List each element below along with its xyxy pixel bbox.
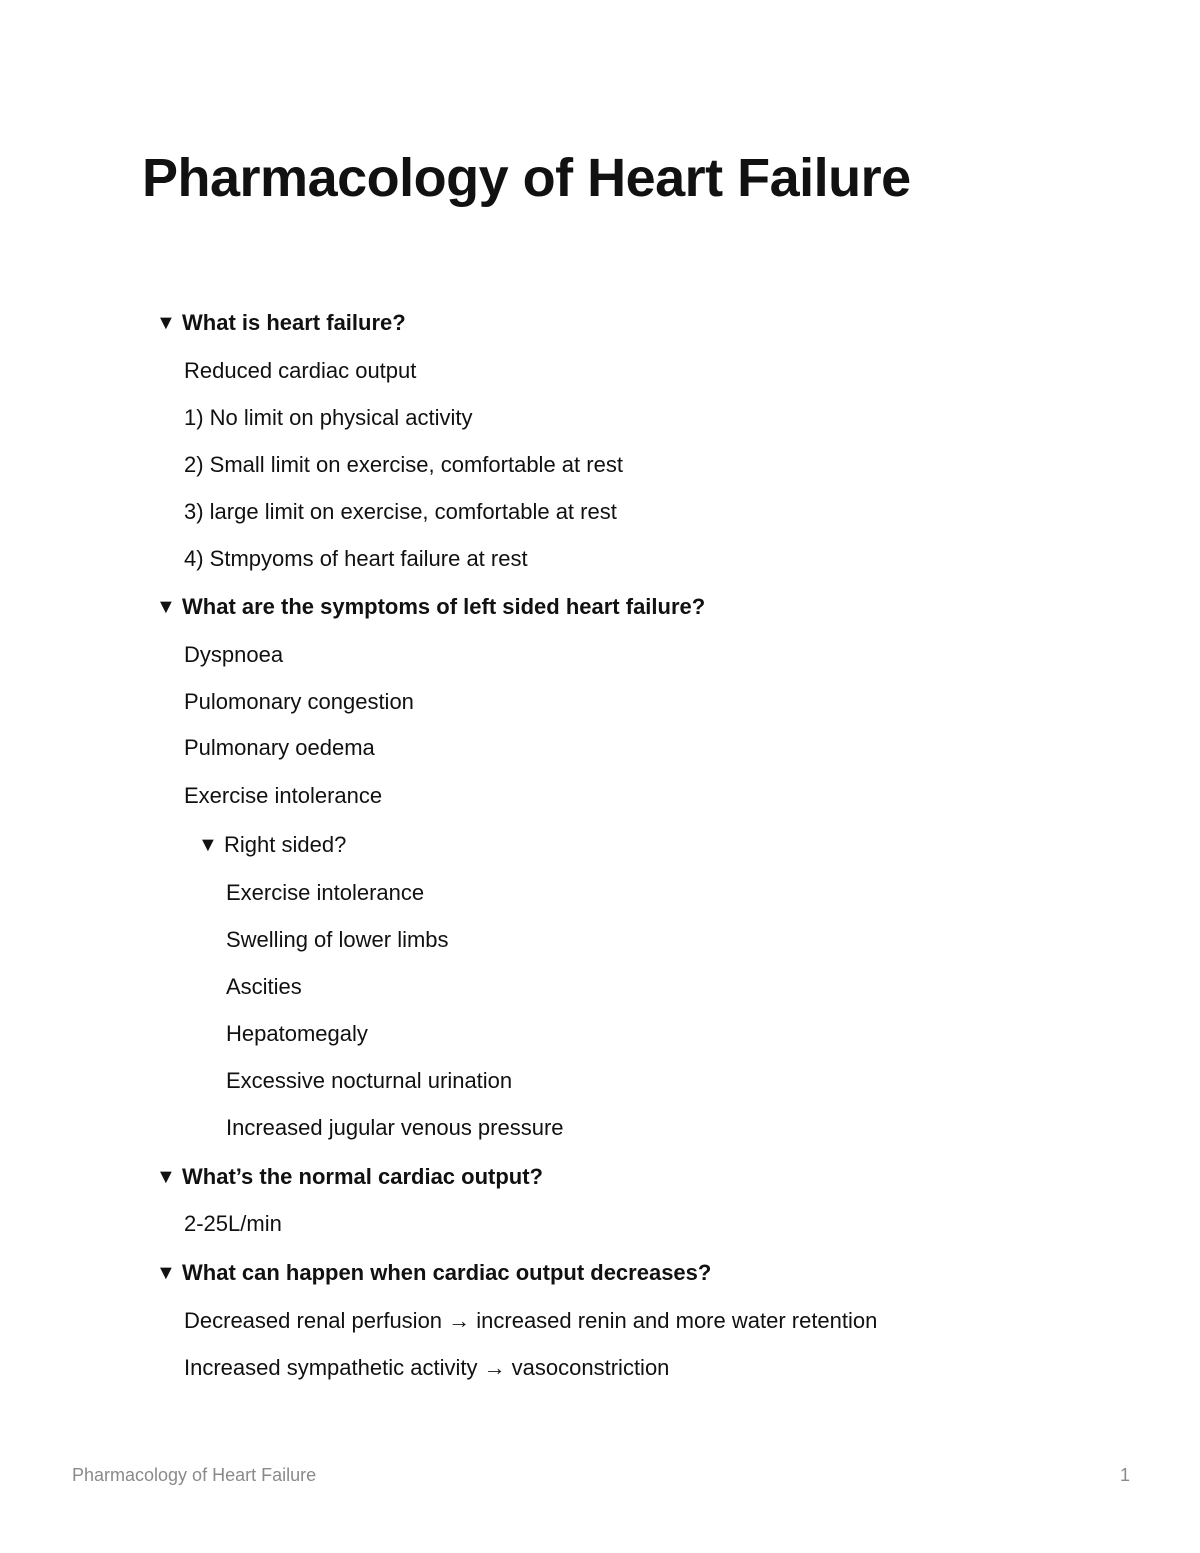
answer-line: 3) large limit on exercise, comfortable at rest	[184, 499, 617, 524]
answer-line: Exercise intolerance	[184, 783, 383, 808]
answer-line: Increased sympathetic activity → vasoconstriction	[184, 1355, 670, 1380]
answer-line: 4) Stmpyoms of heart failure at rest	[184, 546, 528, 571]
answer-line: Exercise intolerance	[226, 880, 425, 905]
toggle-arrow-icon[interactable]: ▼	[156, 311, 176, 334]
page-number: 1	[1119, 1465, 1130, 1485]
toggle-arrow-icon[interactable]: ▼	[198, 833, 218, 856]
answer-line: 1) No limit on physical activity	[184, 405, 473, 430]
answer-line: 2) Small limit on exercise, comfortable at rest	[184, 452, 623, 477]
answer-line: Pulmonary oedema	[184, 735, 375, 760]
answer-line: Dyspnoea	[184, 642, 284, 667]
question-text: What can happen when cardiac output decreases?	[182, 1260, 712, 1285]
page-title: Pharmacology of Heart Failure	[142, 148, 911, 208]
question-text: What’s the normal cardiac output?	[182, 1164, 543, 1189]
answer-line: Excessive nocturnal urination	[226, 1068, 513, 1093]
toggle-arrow-icon[interactable]: ▼	[156, 595, 176, 618]
toggle-cardiac-output-decreases[interactable]	[156, 1258, 711, 1288]
answer-line: Swelling of lower limbs	[226, 927, 449, 952]
answer-line: Increased jugular venous pressure	[226, 1115, 564, 1140]
question-text: Right sided?	[224, 832, 347, 857]
answer-line: Decreased renal perfusion → increased renin and more water retention	[184, 1308, 878, 1333]
answer-line: Hepatomegaly	[226, 1021, 368, 1046]
toggle-left-sided-symptoms[interactable]	[156, 592, 705, 622]
answer-line: Reduced cardiac output	[184, 358, 417, 383]
answer-line: Pulomonary congestion	[184, 689, 414, 714]
toggle-what-is-heart-failure[interactable]	[156, 308, 406, 338]
toggle-arrow-icon[interactable]: ▼	[156, 1165, 176, 1188]
toggle-right-sided[interactable]	[198, 830, 346, 860]
footer-title: Pharmacology of Heart Failure	[72, 1465, 317, 1485]
toggle-normal-cardiac-output[interactable]	[156, 1162, 543, 1192]
toggle-arrow-icon[interactable]: ▼	[156, 1261, 176, 1284]
question-text: What are the symptoms of left sided heart failure?	[182, 594, 706, 619]
answer-line: Ascities	[226, 974, 302, 999]
answer-line: 2-25L/min	[184, 1211, 282, 1236]
question-text: What is heart failure?	[182, 310, 406, 335]
